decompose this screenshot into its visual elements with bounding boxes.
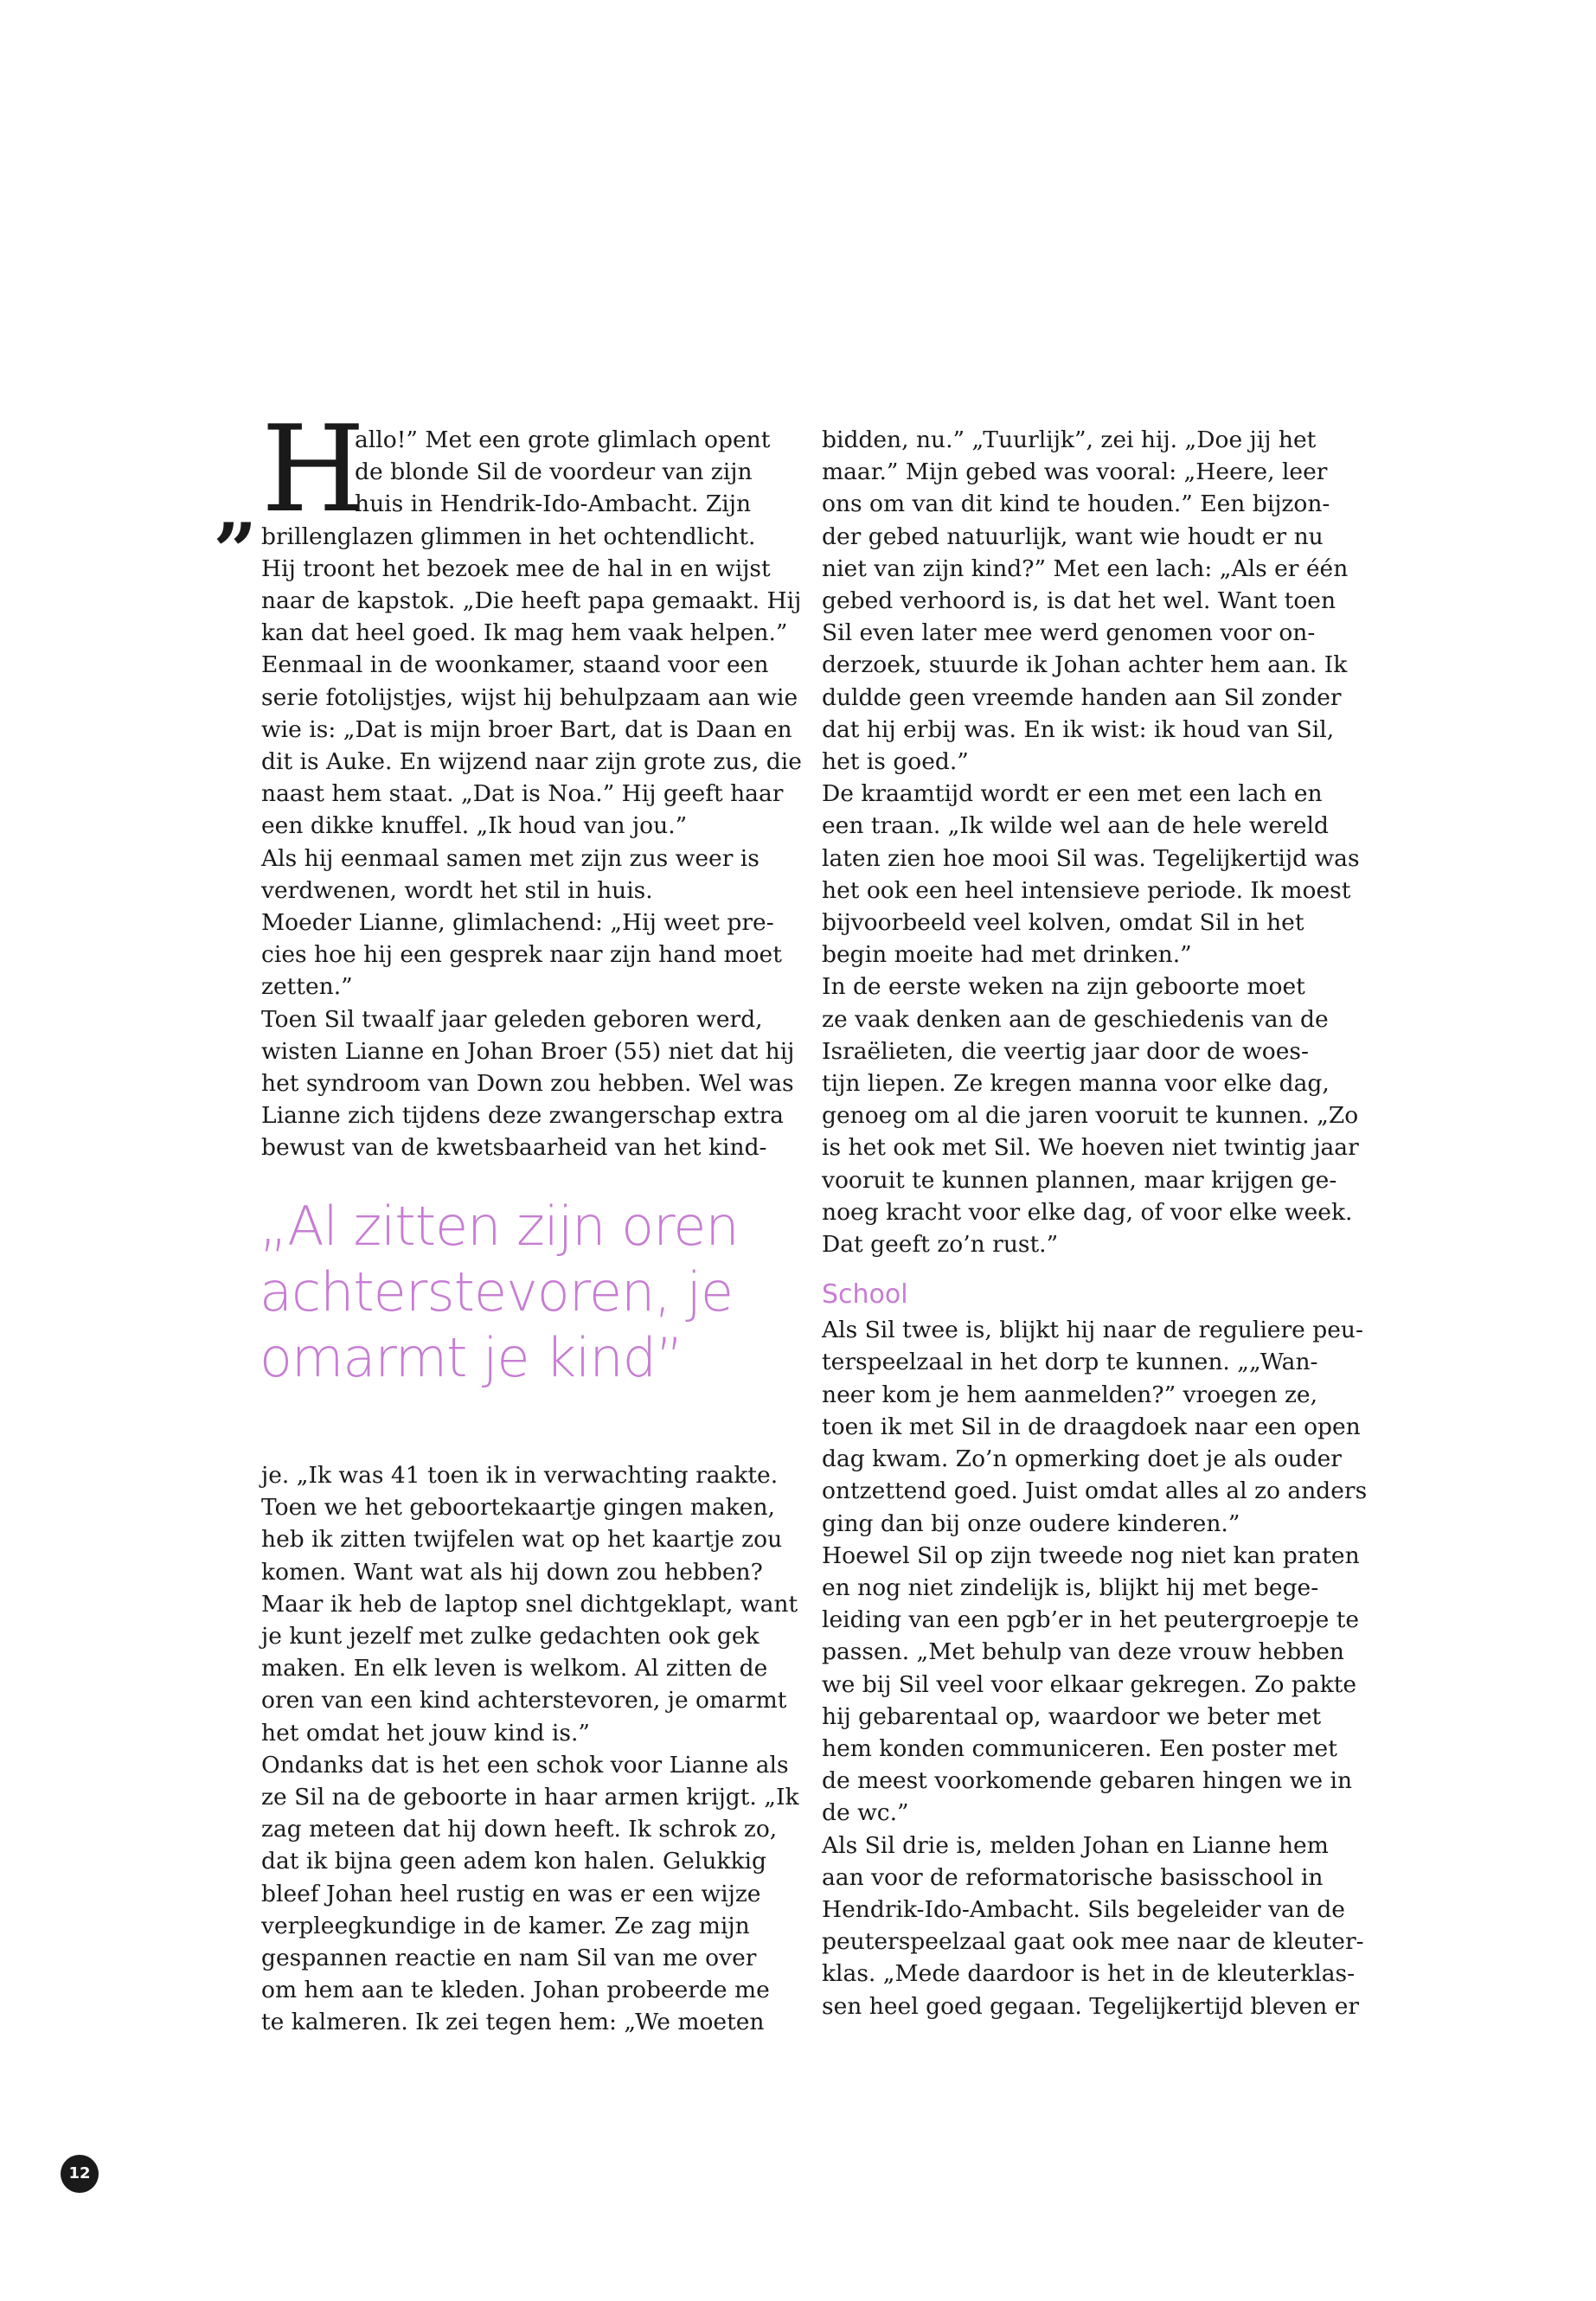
text-line: komen. Want wat als hij down zou hebben? [261,1558,763,1586]
opening-quote-mark: „ [215,462,259,552]
text-line: De kraamtijd wordt er een met een lach en [822,780,1323,808]
text-line: tijn liepen. Ze kregen manna voor elke dag, [822,1070,1330,1098]
text-line: leiding van een pgb’er in het peutergroepje te [822,1606,1360,1634]
text-line: ze Sil na de geboorte in haar armen krijgt. „Ik [261,1784,799,1811]
text-line: genoeg om al die jaren vooruit te kunnen. „Zo [822,1102,1359,1130]
text-line: Toen we het geboortekaartje gingen maken, [261,1494,775,1522]
text-line: Als hij eenmaal samen met zijn zus weer is [261,844,760,872]
text-line: we bij Sil veel voor elkaar gekregen. Zo pakte [822,1670,1357,1698]
right-column [822,424,1368,2022]
text-line: neer kom je hem aanmelden?” vroegen ze, [822,1381,1318,1408]
text-line: dat hij erbij was. En ik wist: ik houd van Sil, [822,715,1335,743]
text-line: een traan. „Ik wilde wel aan de hele wereld [822,812,1329,840]
left-column-top [261,424,802,1164]
text-line: sen heel goed gegaan. Tegelijkertijd bleven er [822,1992,1360,2020]
text-line: Hoewel Sil op zijn tweede nog niet kan praten [822,1541,1360,1569]
text-line: Maar ik heb de laptop snel dichtgeklapt, want [261,1590,798,1618]
text-line: dit is Auke. En wijzend naar zijn grote zus, die [261,748,802,776]
text-line: bewust van de kwetsbaarheid van het kind- [261,1134,767,1162]
text-line: Hij troont het bezoek mee de hal in en wijst [261,554,771,582]
text-line: Toen Sil twaalf jaar geleden geboren werd, [261,1005,763,1033]
text-line: bijvoorbeeld veel kolven, omdat Sil in het [822,909,1304,937]
text-line: laten zien hoe mooi Sil was. Tegelijkertijd was [822,844,1360,872]
text-line: zag meteen dat hij down heeft. Ik schrok zo, [261,1816,778,1843]
text-line: dat ik bijna geen adem kon halen. Gelukkig [261,1848,766,1875]
text-line: wisten Lianne en Johan Broer (55) niet dat hij [261,1037,795,1065]
text-line: klas. „Mede daardoor is het in de kleuterklas- [822,1960,1356,1988]
pull-quote-line: „Al zitten zijn oren [260,1195,739,1258]
drop-cap: H [261,400,366,539]
text-line: aan voor de reformatorische basisschool in [822,1863,1324,1891]
text-line: Hendrik-Ido-Ambacht. Sils begeleider van de [822,1895,1345,1923]
text-line: Dat geeft zo’n rust.” [822,1231,1059,1259]
text-line: dag kwam. Zo’n opmerking doet je als ouder [822,1445,1342,1473]
text-line: je. „Ik was 41 toen ik in verwachting raakte. [261,1462,779,1489]
text-line: is het ook met Sil. We hoeven niet twintig jaar [822,1134,1359,1162]
text-line: oren van een kind achterstevoren, je omarmt [261,1687,787,1715]
text-line: en nog niet zindelijk is, blijkt hij met bege- [822,1574,1319,1601]
text-line: om hem aan te kleden. Johan probeerde me [261,1977,770,2004]
text-line: Als Sil twee is, blijkt hij naar de reguliere peu- [822,1317,1363,1344]
text-line: passen. „Met behulp van deze vrouw hebben [822,1638,1344,1666]
text-line: het is goed.” [822,748,969,776]
text-line: Israëlieten, die veertig jaar door de woes- [822,1037,1309,1065]
text-line: serie fotolijstjes, wijst hij behulpzaam aan wie [261,683,798,711]
text-line: gebed verhoord is, is dat het wel. Want toen [822,587,1336,615]
text-line: ze vaak denken aan de geschiedenis van de [822,1005,1329,1033]
intro-line: huis in Hendrik-Ido-Ambacht. Zijn [355,490,752,518]
left-column-body [261,521,802,1164]
left-column-body-2 [261,1459,798,2039]
text-line: In de eerste weken na zijn geboorte moet [822,973,1305,1001]
text-line: verpleegkundige in de kamer. Ze zag mijn [261,1912,750,1939]
text-line: hij gebarentaal op, waardoor we beter met [822,1702,1322,1730]
text-line: peuterspeelzaal gaat ook mee naar de kleuter- [822,1928,1364,1956]
intro-line: de blonde Sil de voordeur van zijn [355,458,753,486]
left-column-bottom [261,1459,798,2039]
text-line: duldde geen vreemde handen aan Sil zonder [822,683,1342,711]
text-line: ging dan bij onze oudere kinderen.” [822,1509,1240,1537]
right-column-body [822,424,1358,1260]
text-line: kan dat heel goed. Ik mag hem vaak helpen.” [261,619,788,647]
text-line: gespannen reactie en nam Sil van me over [261,1945,757,1972]
pull-quote-line: achterstevoren, je [260,1260,734,1324]
text-line: wie is: „Dat is mijn broer Bart, dat is Daan en [261,715,792,743]
text-line: Sil even later mee werd genomen voor on- [822,619,1316,647]
text-line: het omdat het jouw kind is.” [261,1719,590,1747]
text-line: ons om van dit kind te houden.” Een bijzon- [822,490,1330,518]
text-line: te kalmeren. Ik zei tegen hem: „We moeten [261,2009,765,2036]
text-line: verdwenen, wordt het stil in huis. [261,876,653,904]
text-line: cies hoe hij een gesprek naar zijn hand moet [261,941,782,969]
page-number-badge: 12 [61,2155,99,2193]
text-line: toen ik met Sil in de draagdoek naar een open [822,1413,1361,1440]
text-line: het ook een heel intensieve periode. Ik moest [822,876,1351,904]
text-line: bidden, nu.” „Tuurlijk”, zei hij. „Doe jij het [822,426,1317,453]
text-line: Als Sil drie is, melden Johan en Lianne hem [822,1831,1329,1859]
pull-quote-line: omarmt je kind” [260,1326,683,1389]
text-line: zetten.” [261,973,353,1001]
text-line: Eenmaal in de woonkamer, staand voor een [261,651,769,679]
section-subhead: School [822,1279,908,1311]
text-line: der gebed natuurlijk, want wie houdt er nu [822,522,1324,550]
intro-line: allo!” Met een grote glimlach opent [355,426,771,453]
text-line: je kunt jezelf met zulke gedachten ook gek [261,1623,760,1650]
text-line: Lianne zich tijdens deze zwangerschap extra [261,1102,784,1130]
text-line: ontzettend goed. Juist omdat alles al zo anders [822,1477,1368,1505]
text-line: Moeder Lianne, glimlachend: „Hij weet pre- [261,909,774,937]
text-line: het syndroom van Down zou hebben. Wel was [261,1070,794,1098]
pull-quote [260,1194,796,1391]
text-line: brillenglazen glimmen in het ochtendlicht. [261,522,756,550]
text-line: maar.” Mijn gebed was vooral: „Heere, leer [822,458,1328,486]
text-line: derzoek, stuurde ik Johan achter hem aan. Ik [822,651,1348,679]
text-line: niet van zijn kind?” Met een lach: „Als er één [822,554,1349,582]
text-line: terspeelzaal in het dorp te kunnen. „„Wan- [822,1349,1318,1376]
text-line: heb ik zitten twijfelen wat op het kaartje zou [261,1526,783,1554]
text-line: maken. En elk leven is welkom. Al zitten de [261,1655,768,1682]
text-line: hem konden communiceren. Een poster met [822,1734,1337,1762]
text-line: de wc.” [822,1799,909,1827]
text-line: de meest voorkomende gebaren hingen we in [822,1767,1353,1795]
text-line: vooruit te kunnen plannen, maar krijgen ge- [822,1166,1337,1194]
text-line: een dikke knuffel. „Ik houd van jou.” [261,812,688,840]
text-line: bleef Johan heel rustig en was er een wijze [261,1880,761,1907]
text-line: noeg kracht voor elke dag, of voor elke week. [822,1198,1353,1226]
text-line: begin moeite had met drinken.” [822,941,1192,969]
right-column-body-2 [822,1314,1368,2022]
text-line: naar de kapstok. „Die heeft papa gemaakt. Hij [261,587,802,615]
text-line: naast hem staat. „Dat is Noa.” Hij geeft haar [261,780,784,808]
text-line: Ondanks dat is het een schok voor Lianne als [261,1751,789,1779]
